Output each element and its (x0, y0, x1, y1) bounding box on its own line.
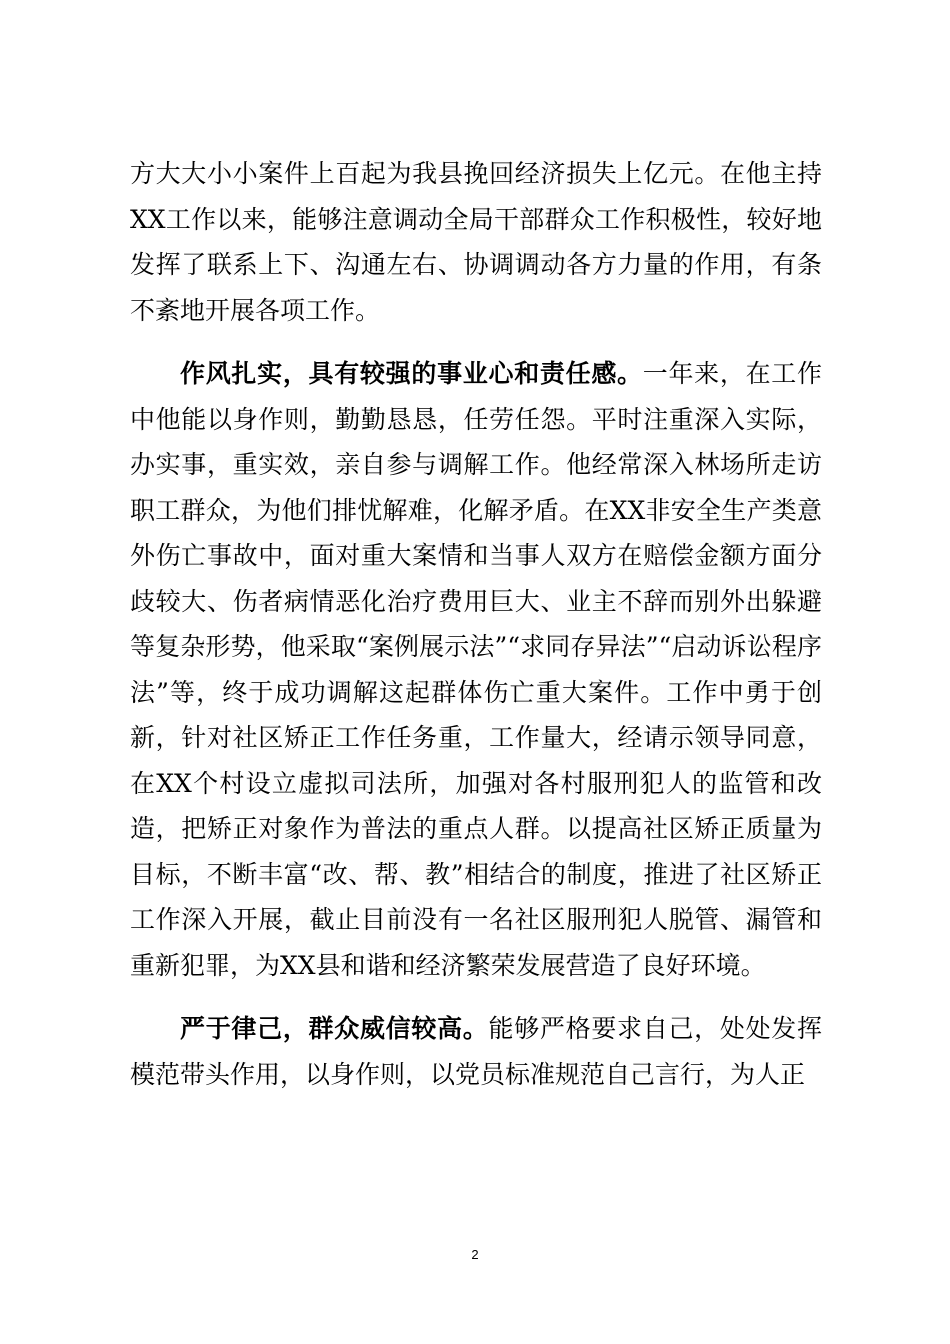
paragraph-3-lead: 严于律己，群众威信较高。 (180, 1014, 489, 1043)
paragraph-2-lead: 作风扎实，具有较强的事业心和责任感。 (180, 359, 643, 388)
paragraph-2-text: 一年来，在工作中他能以身作则，勤勤恳恳，任劳任怨。平时注重深入实际，办实事，重实效，亲自参与调解工作。他经常深入林场所走访职工群众，为他们排忧解难，化解矛盾。在XX非安全生产类意外伤亡事故中，面对重大案情和当事人双方在赔偿金额方面分歧较大、伤者病情恶化治疗费用巨大、业主不辞而别外出躲避等复杂形势，他采取“案例展示法”“求同存异法”“启动诉讼程序法”等，终于成功调解这起群体伤亡重大案件。工作中勇于创新，针对社区矫正工作任务重，工作量大，经请示领导同意，在XX个村设立虚拟司法所，加强对各村服刑犯人的监管和改造，把矫正对象作为普法的重点人群。以提高社区矫正质量为目标，不断丰富“改、帮、教”相结合的制度，推进了社区矫正工作深入开展，截止目前没有一名社区服刑犯人脱管、漏管和重新犯罪，为XX县和谐和经济繁荣发展营造了良好环境。 (130, 359, 822, 980)
paragraph-1 (130, 151, 822, 333)
paragraph-1-text: 方大大小小案件上百起为我县挽回经济损失上亿元。在他主持XX工作以来，能够注意调动全局干部群众工作积极性，较好地发挥了联系上下、沟通左右、协调调动各方力量的作用，有条不紊地开展各项工作。 (130, 159, 822, 325)
paragraph-3 (130, 1006, 822, 1097)
page-number: 2 (471, 1247, 479, 1262)
paragraph-3-text: 能够严格要求自己，处处发挥模范带头作用，以身作则，以党员标准规范自己言行，为人正 (130, 1014, 822, 1089)
document-body (130, 151, 822, 1115)
paragraph-2 (130, 351, 822, 988)
